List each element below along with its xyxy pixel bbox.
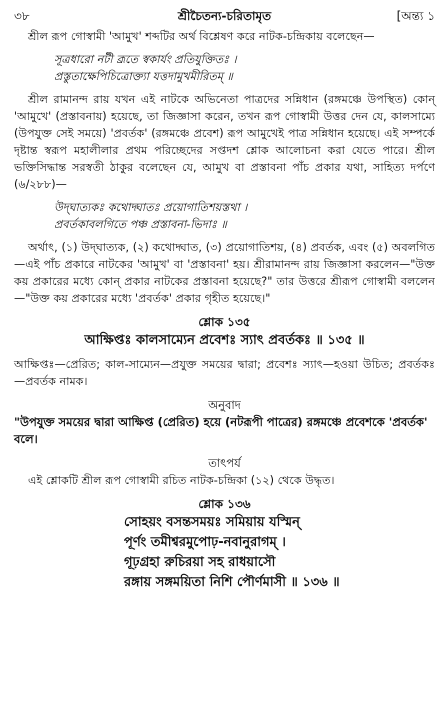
sloka-136-line2: পূর্ণং তমীশ্বরমুপোঢ়-নবানুরাগম্ । (124, 535, 286, 550)
verse2-line1: উদ্‌ঘাত্যকঃ কথোদ্ঘাতঃ প্রয়োগাতিশয়স্তথা । (54, 201, 248, 214)
sloka-135-heading: শ্লোক ১৩৫ (198, 315, 251, 329)
sloka-135-purport: এই শ্লোকটি শ্রীল রূপ গোস্বামী রচিত নাটক-চন্দ্রিকা (১২) থেকে উদ্ধৃত। (28, 474, 335, 487)
paragraph-3: অর্থাৎ, (১) উদ্‌ঘাত্যক, (২) কথোদ্ঘাত, (৩) প্রয়োগাতিশয়, (৪) প্রবর্তক, এবং (৫) অবলগিত—এই পাঁচ প্রকারে নাটকের 'আমুখ' বা 'প্রস্তাবনা' হয়। শ্রীরামানন্দ রায় জিজ্ঞাসা করলেন—"উক্ত কয় প্রকারের মধ্যে কোন্ প্রকার নাটকের প্রস্তাবনা হয়েছে?" তার উত্তরে শ্রীরূপ গোস্বামী বললেন—"উক্ত কয় প্রকারের মধ্যে 'প্রবর্তক' প্রকার গৃহীত হয়েছে।" (14, 241, 435, 305)
purport-heading: তাৎপর্য (208, 456, 241, 470)
verse2-line2: প্রবর্তকাবলগিতে পঞ্চ প্রস্তাবনা-ভিদাঃ ॥ (54, 218, 227, 231)
sloka-136-line3: গূঢ়গ্রহা রুচিরয়া সহ রাধয়াসৌ (124, 555, 276, 570)
sloka-135-synonyms: আক্ষিপ্তঃ—প্রেরিত; কাল-সাম্যেন—প্রযুক্ত সময়ের দ্বারা; প্রবেশঃ স্যাৎ—হওয়া উচিত; প্রবর্তকঃ—প্রবর্তক নামক। (14, 358, 435, 388)
page-header (14, 6, 435, 28)
page-number: ৩৮ (14, 9, 30, 23)
verse1-line1: সূত্রধারো নটী ব্রূতে স্বকার্যং প্রতিযুক্তিতঃ । (54, 53, 237, 66)
chapter-marker: [অন্ত্য ১ (396, 9, 435, 23)
verse1-line2: প্রস্তুতাক্ষেপিচিত্রোক্ত্যা যত্তদামুখমীরিতম্ ॥ (54, 70, 233, 83)
intro-paragraph: শ্রীল রূপ গোস্বামী 'আমুখ' শব্দটির অর্থ বিশ্লেষণ করে নাটক-চন্দ্রিকায় বলেছেন— (28, 30, 375, 43)
sloka-136-heading: শ্লোক ১৩৬ (198, 497, 251, 511)
translation-heading: অনুবাদ (208, 398, 241, 412)
running-title: শ্রীচৈতন্য-চরিতামৃত (177, 9, 272, 23)
sloka-136-line4: রঙ্গায় সঙ্গময়িতা নিশি পৌর্ণমাসী ॥ ১৩৬ ॥ (124, 575, 340, 590)
sloka-135-translation: "উপযুক্ত সময়ের দ্বারা আক্ষিপ্ত (প্রেরিত) হয়ে (নটরূপী পাত্রের) রঙ্গমঞ্চে প্রবেশকে 'প্রবর্তক' বলে। (14, 415, 428, 446)
sloka-136-line1: সোহয়ং বসন্তসময়ঃ সমিয়ায় যস্মিন্ (124, 515, 300, 530)
paragraph-2: শ্রীল রামানন্দ রায় যখন এই নাটকে অভিনেতা পাত্রদের সন্নিধান (রঙ্গমঞ্চে উপস্থিত) কোন্ 'আমুখে' (প্রস্তাবনায়) হয়েছে, তা জিজ্ঞাসা করেন, তখন রূপ গোস্বামী উত্তর দেন যে, কালসাম্যে (উপযুক্ত সেই সময়ে) 'প্রবর্তক' (রঙ্গমঞ্চে প্রবেশ) রূপ আমুখেই পাত্র সন্নিধান হয়েছে। এই সম্পর্কে দৃষ্টান্ত স্বরূপ মহালীলার প্রথম পরিচ্ছেদের সপ্তদশ শ্লোক আলোচনা করা যেতে পারে। শ্রীল ভক্তিসিদ্ধান্ত সরস্বতী ঠাকুর বলেছেন যে, আমুখ বা প্রস্তাবনা পাঁচ প্রকার যথা, সাহিত্য দর্পণে (৬/২৮৮)— (14, 93, 435, 191)
sloka-135-text: আক্ষিপ্তঃ কালসাম্যেন প্রবেশঃ স্যাৎ প্রবর্তকঃ ॥ ১৩৫ ॥ (84, 333, 365, 348)
